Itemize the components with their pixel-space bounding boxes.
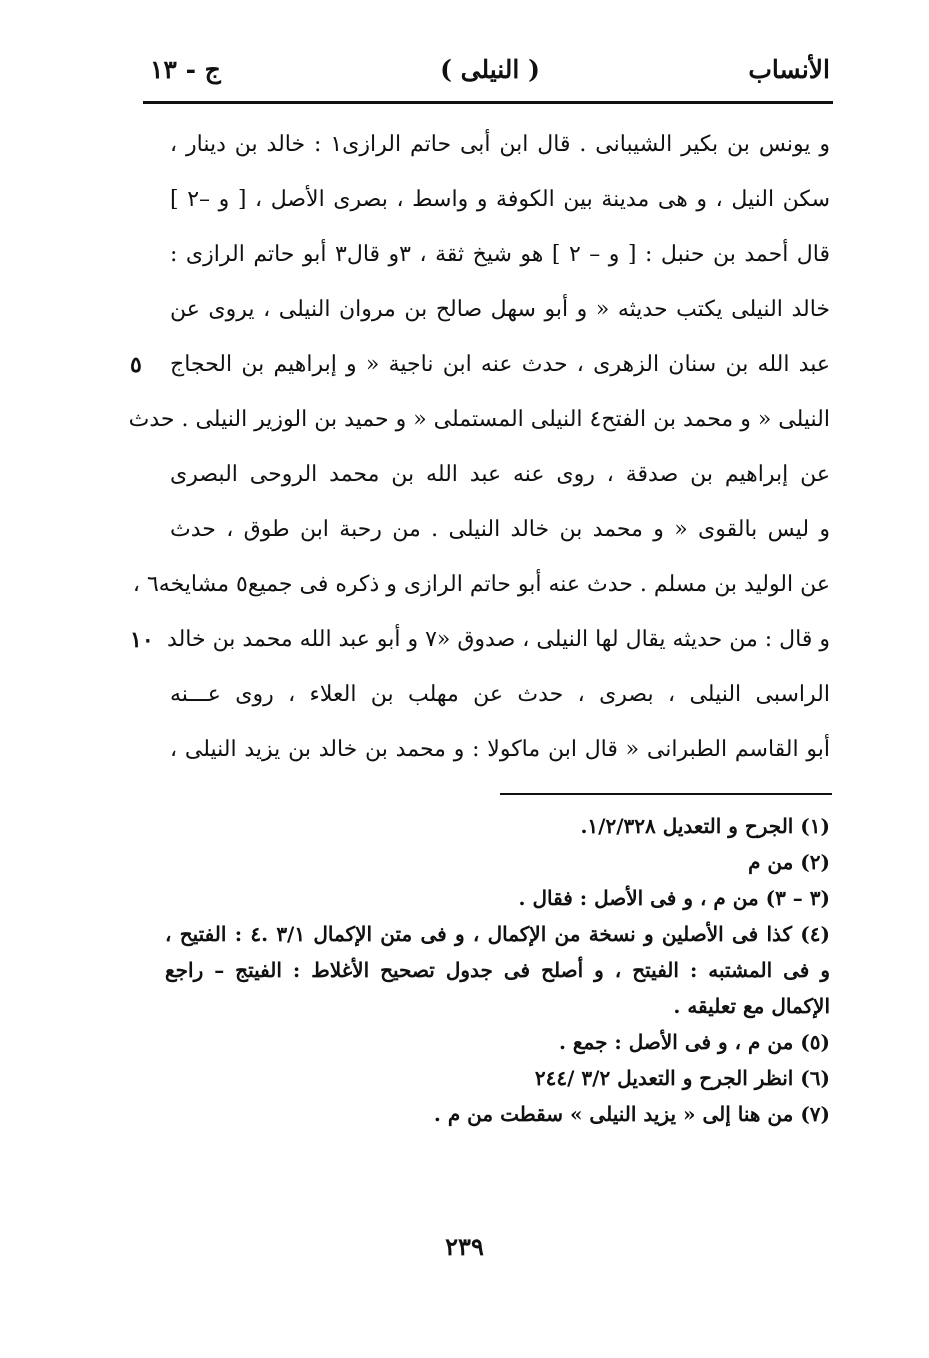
footnote: (١) الجرح و التعديل ١/٢/٣٢٨. (580, 814, 830, 838)
text-line-content: سكن النيل ، و هى مدينة بين الكوفة و واسط ، بصرى الأصل ، [ و –٢ ] (170, 187, 830, 212)
text-line-content: خالد النيلى يكتب حديثه « و أبو سهل صالح بن مروان النيلى ، يروى عن (170, 297, 830, 322)
header-section-title: ( النيلى ) (440, 55, 540, 84)
line-number: ٥ (130, 352, 142, 378)
footnote: (٥) من م ، و فى الأصل : جمع . (558, 1030, 830, 1054)
footnote: (٤) كذا فى الأصلين و نسخة من الإكمال ، و فى متن الإكمال ٣/١ .٤ : الفتيح ، (165, 922, 830, 946)
text-line-content: أبو القاسم الطبرانى « قال ابن ماكولا : و محمد بن خالد بن يزيد النيلى ، (170, 737, 830, 762)
footnote-separator (500, 793, 832, 795)
footnote: (٣ – ٣) من م ، و فى الأصل : فقال . (518, 886, 830, 910)
footnote: (٦) انظر الجرح و التعديل ٣/٢ /٢٤٤ (534, 1066, 830, 1090)
text-line (170, 673, 830, 728)
text-line-content: و ليس بالقوى « و محمد بن خالد النيلى . من رحبة ابن طوق ، حدث (170, 517, 830, 542)
footnote: و فى المشتبه : الفيتح ، و أصلح فى جدول تصحيح الأغلاط : الفيتج – راجع (165, 958, 830, 982)
text-line-content: و يونس بن بكير الشيبانى . قال ابن أبى حاتم الرازى١ : خالد بن دينار ، (170, 132, 831, 157)
text-line-content: و قال : من حديثه يقال لها النيلى ، صدوق «٧ و أبو عبد الله محمد بن خالد (167, 627, 830, 652)
text-line-content: النيلى « و محمد بن الفتح٤ النيلى المستملى « و حميد بن الوزير النيلى . حدث (128, 407, 830, 432)
text-line (170, 178, 830, 233)
header-rule (143, 101, 833, 104)
text-line (132, 563, 830, 618)
text-line-content: عبد الله بن سنان الزهرى ، حدث عنه ابن ناجية « و إبراهيم بن الحجاج (170, 352, 830, 377)
text-line (128, 398, 830, 453)
footnote: (٢) من م (748, 850, 830, 874)
text-line-content: عن إبراهيم بن صدقة ، روى عنه عبد الله بن محمد الروحى البصرى (170, 462, 830, 487)
running-header (150, 55, 830, 95)
header-volume-number: ج - ١٣ (150, 55, 221, 84)
text-line (170, 123, 830, 178)
text-line-content: عن الوليد بن مسلم . حدث عنه أبو حاتم الرازى و ذكره فى جميع٥ مشايخه٦ ، (132, 572, 830, 597)
text-line (130, 343, 830, 398)
text-line (170, 728, 830, 783)
main-text (128, 123, 831, 783)
text-line (170, 453, 830, 508)
text-line-content: الراسبى النيلى ، بصرى ، حدث عن مهلب بن العلاء ، روى عـــنه (170, 682, 830, 707)
line-number: ١٠ (130, 627, 154, 653)
header-book-title: الأنساب (748, 55, 830, 84)
footnote: (٧) من هنا إلى « يزيد النيلى » سقطت من م . (433, 1102, 830, 1126)
page-number: ٢٣٩ (445, 1232, 484, 1261)
text-line (170, 508, 830, 563)
text-line-content: قال أحمد بن حنبل : [ و – ٢ ] هو شيخ ثقة ، ٣و قال٣ أبو حاتم الرازى : (170, 242, 831, 267)
footnote: الإكمال مع تعليقه . (673, 994, 830, 1018)
text-line (130, 618, 830, 673)
footnotes (165, 808, 830, 1132)
text-line (170, 233, 830, 288)
text-line (170, 288, 830, 343)
